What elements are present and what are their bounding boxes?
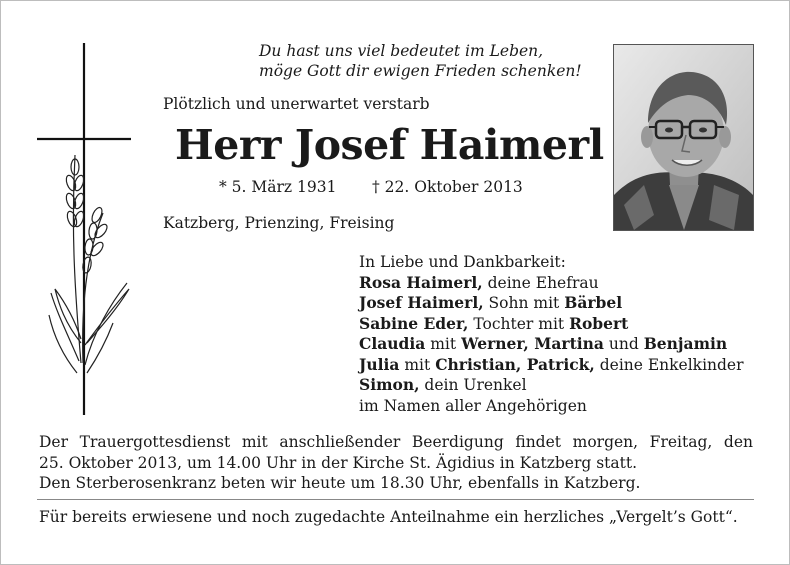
- death-date: † 22. Oktober 2013: [372, 178, 523, 196]
- mourners-list: [359, 252, 744, 416]
- places: Katzberg, Prienzing, Freising: [163, 214, 395, 232]
- portrait-photo: [613, 44, 754, 231]
- service-line-3: Den Sterberosenkranz beten wir heute um 18.30 Uhr, ebenfalls in Katzberg.: [39, 474, 641, 492]
- motto-line-1: Du hast uns viel bedeutet im Leben,: [259, 42, 544, 60]
- mourners-closing: im Namen aller Angehörigen: [359, 396, 587, 415]
- list-item: Josef Haimerl, Sohn mit Bärbel: [359, 293, 623, 312]
- thanks-line: Für bereits erwiesene und noch zugedachte Anteilnahme ein herzliches „Vergelt’s Gott“.: [39, 508, 738, 526]
- motto: [259, 41, 599, 81]
- mourners-heading: In Liebe und Dankbarkeit:: [359, 253, 566, 271]
- list-item: Sabine Eder, Tochter mit Robert: [359, 313, 629, 333]
- list-item: Claudia mit Werner, Martina und Benjamin: [359, 334, 728, 353]
- list-item: Rosa Haimerl, deine Ehefrau: [359, 272, 599, 292]
- divider: [37, 499, 754, 500]
- service-line-2: 25. Oktober 2013, um 14.00 Uhr in der Kirche St. Ägidius in Katzberg statt.: [39, 453, 638, 472]
- deceased-name: Herr Josef Haimerl: [175, 121, 604, 169]
- service-line-1: Der Trauergottesdienst mit anschließender Beerdigung findet morgen, Freitag, den: [39, 433, 753, 451]
- list-item: Julia mit Christian, Patrick, deine Enkelkinder: [359, 354, 744, 374]
- list-item: Simon, dein Urenkel: [359, 375, 527, 394]
- intro-text: Plötzlich und unerwartet verstarb: [163, 95, 430, 113]
- service-info: [39, 432, 753, 494]
- motto-line-2: möge Gott dir ewigen Frieden schenken!: [259, 62, 582, 80]
- cross-with-wheat-icon: [31, 43, 141, 415]
- birth-date: * 5. März 1931: [219, 178, 337, 196]
